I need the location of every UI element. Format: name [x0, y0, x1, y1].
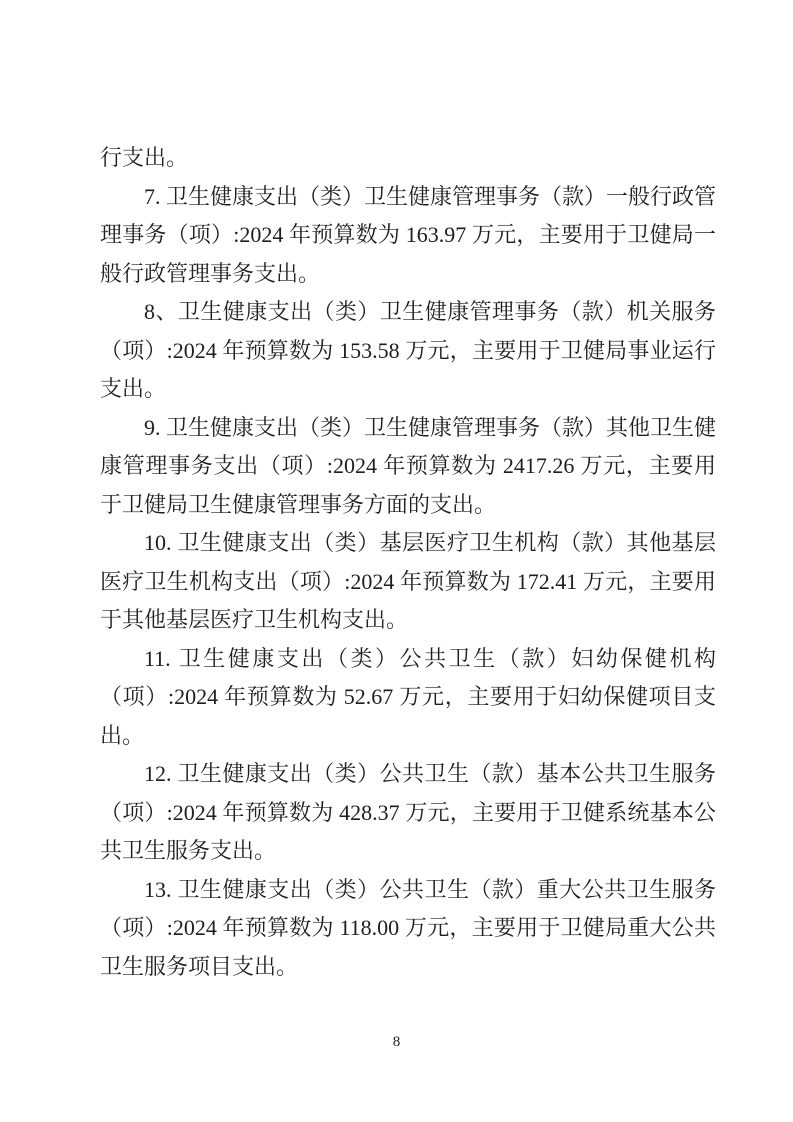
paragraph-item-8: 8、卫生健康支出（类）卫生健康管理事务（款）机关服务（项）:2024 年预算数为 153.58 万元，主要用于卫健局事业运行支出。: [100, 299, 716, 401]
paragraph-item-9: 9. 卫生健康支出（类）卫生健康管理事务（款）其他卫生健康管理事务支出（项）:2024 年预算数为 2417.26 万元，主要用于卫健局卫生健康管理事务方面的支出。: [100, 414, 717, 517]
paragraph-item-10: 10. 卫生健康支出（类）基层医疗卫生机构（款）其他基层医疗卫生机构支出（项）:2024 年预算数为 172.41 万元，主要用于其他基层医疗卫生机构支出。: [100, 530, 716, 632]
paragraph-item-13: 13. 卫生健康支出（类）公共卫生（款）重大公共卫生服务（项）:2024 年预算数为 118.00 万元，主要用于卫健局重大公共卫生服务项目支出。: [100, 876, 716, 979]
paragraph-item-7: 7. 卫生健康支出（类）卫生健康管理事务（款）一般行政管理事务（项）:2024 年预算数为 163.97 万元，主要用于卫健局一般行政管理事务支出。: [100, 183, 717, 286]
document-body: [100, 139, 716, 986]
paragraph-item-11: 11. 卫生健康支出（类）公共卫生（款）妇幼保健机构（项）:2024 年预算数为 52.67 万元，主要用于妇幼保健项目支出。: [100, 645, 716, 748]
page-number: 8: [392, 1034, 401, 1050]
paragraph-item-12: 12. 卫生健康支出（类）公共卫生（款）基本公共卫生服务（项）:2024 年预算数为 428.37 万元，主要用于卫健系统基本公共卫生服务支出。: [100, 761, 716, 863]
paragraph-continuation: 行支出。: [100, 145, 189, 170]
